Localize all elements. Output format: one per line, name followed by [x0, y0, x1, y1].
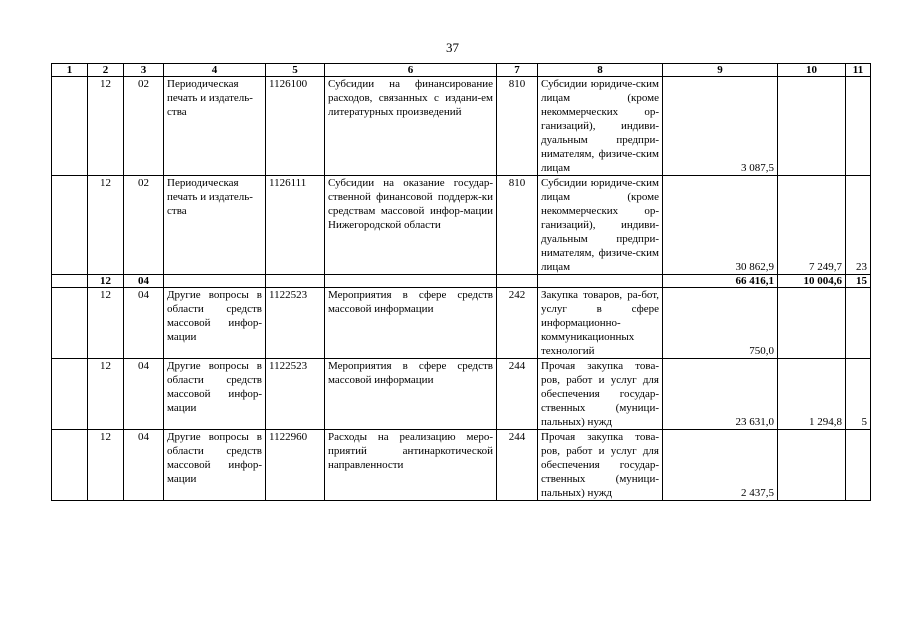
cell-name: Периодическая печать и издатель-ства: [164, 176, 266, 275]
cell-target-code: [266, 275, 325, 288]
cell-name: Другие вопросы в области средств массовой инфор-мации: [164, 288, 266, 359]
cell-target-code: 1122523: [266, 288, 325, 359]
cell-subsection: 04: [124, 430, 164, 501]
cell-c1: [52, 430, 88, 501]
table-row: [52, 176, 871, 275]
cell-name: Другие вопросы в области средств массовой инфор-мации: [164, 359, 266, 430]
cell-description: Мероприятия в сфере средств массовой информации: [325, 359, 497, 430]
cell-c1: [52, 288, 88, 359]
table-row: [52, 288, 871, 359]
cell-amount-2: 10 004,6: [778, 275, 846, 288]
cell-expense-type: 810: [497, 176, 538, 275]
cell-expense-type: 244: [497, 359, 538, 430]
col-header-8: 8: [538, 64, 663, 77]
cell-expense-type: 244: [497, 430, 538, 501]
cell-amount-2: 1 294,8: [778, 359, 846, 430]
col-header-4: 4: [164, 64, 266, 77]
col-header-5: 5: [266, 64, 325, 77]
col-header-3: 3: [124, 64, 164, 77]
cell-subsection: 04: [124, 275, 164, 288]
cell-description: Расходы на реализацию меро-приятий антинаркотической направленности: [325, 430, 497, 501]
cell-percent: [846, 288, 871, 359]
cell-subsection: 02: [124, 176, 164, 275]
col-header-9: 9: [663, 64, 778, 77]
cell-c1: [52, 275, 88, 288]
cell-description: [325, 275, 497, 288]
col-header-6: 6: [325, 64, 497, 77]
cell-subsection: 02: [124, 77, 164, 176]
cell-amount-2: 7 249,7: [778, 176, 846, 275]
header-row: [52, 64, 871, 77]
cell-section: 12: [88, 176, 124, 275]
cell-amount-2: [778, 288, 846, 359]
cell-description: Мероприятия в сфере средств массовой информации: [325, 288, 497, 359]
cell-name: [164, 275, 266, 288]
cell-amount: 2 437,5: [663, 430, 778, 501]
cell-section: 12: [88, 77, 124, 176]
cell-section: 12: [88, 288, 124, 359]
cell-name: Периодическая печать и издатель-ства: [164, 77, 266, 176]
cell-amount: 30 862,9: [663, 176, 778, 275]
col-header-2: 2: [88, 64, 124, 77]
cell-expense-type: 810: [497, 77, 538, 176]
cell-percent: [846, 77, 871, 176]
cell-expense-type: [497, 275, 538, 288]
cell-expense-type: 242: [497, 288, 538, 359]
page-number: 37: [446, 40, 459, 55]
cell-amount-2: [778, 430, 846, 501]
cell-target-code: 1126100: [266, 77, 325, 176]
cell-expense-name: [538, 275, 663, 288]
cell-amount: 66 416,1: [663, 275, 778, 288]
col-header-10: 10: [778, 64, 846, 77]
col-header-1: 1: [52, 64, 88, 77]
cell-c1: [52, 77, 88, 176]
cell-expense-name: Прочая закупка това-ров, работ и услуг для обеспечения государ-ственных (муници-пальных) нужд: [538, 430, 663, 501]
budget-table: [51, 63, 871, 501]
cell-target-code: 1122960: [266, 430, 325, 501]
col-header-7: 7: [497, 64, 538, 77]
cell-c1: [52, 176, 88, 275]
table-row: [52, 77, 871, 176]
cell-expense-name: Прочая закупка това-ров, работ и услуг для обеспечения государ-ственных (муници-пальных) нужд: [538, 359, 663, 430]
cell-subsection: 04: [124, 359, 164, 430]
cell-percent: 23: [846, 176, 871, 275]
cell-percent: [846, 430, 871, 501]
cell-percent: 15: [846, 275, 871, 288]
cell-percent: 5: [846, 359, 871, 430]
cell-expense-name: Закупка товаров, ра-бот, услуг в сфере информационно-коммуникационных технологий: [538, 288, 663, 359]
cell-description: Субсидии на финансирование расходов, связанных с издани-ем литературных произведений: [325, 77, 497, 176]
cell-c1: [52, 359, 88, 430]
subtotal-row: [52, 275, 871, 288]
cell-name: Другие вопросы в области средств массовой инфор-мации: [164, 430, 266, 501]
cell-expense-name: Субсидии юридиче-ским лицам (кроме некоммерческих ор-ганизаций), индиви-дуальным предпри-нимателям, физиче-ским лицам: [538, 77, 663, 176]
cell-target-code: 1126111: [266, 176, 325, 275]
cell-amount: 3 087,5: [663, 77, 778, 176]
cell-section: 12: [88, 275, 124, 288]
cell-expense-name: Субсидии юридиче-ским лицам (кроме некоммерческих ор-ганизаций), индиви-дуальным предпри-нимателям, физиче-ским лицам: [538, 176, 663, 275]
cell-subsection: 04: [124, 288, 164, 359]
cell-description: Субсидии на оказание государ-ственной финансовой поддерж-ки средствам массовой инфор-мации Нижегородской области: [325, 176, 497, 275]
cell-target-code: 1122523: [266, 359, 325, 430]
cell-amount: 23 631,0: [663, 359, 778, 430]
col-header-11: 11: [846, 64, 871, 77]
table-row: [52, 359, 871, 430]
cell-section: 12: [88, 359, 124, 430]
cell-amount: 750,0: [663, 288, 778, 359]
cell-amount-2: [778, 77, 846, 176]
cell-section: 12: [88, 430, 124, 501]
table-row: [52, 430, 871, 501]
